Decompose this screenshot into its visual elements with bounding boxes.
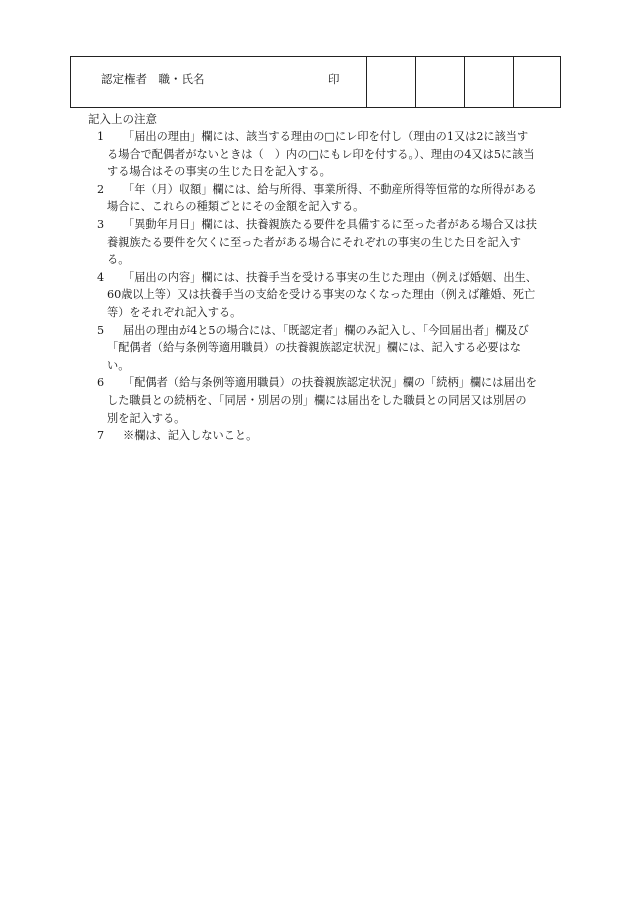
note-item xyxy=(97,269,537,322)
approver-table xyxy=(70,56,561,108)
notes-heading: 記入上の注意 xyxy=(88,112,157,126)
note-text: 「配偶者（給与条例等適用職員）の扶養親族認定状況」欄の「続柄」欄には届出をした職員との続柄を、「同居・別居の別」欄には届出をした職員との同居又は別居の別を記入する。 xyxy=(107,376,537,425)
note-number: 6 xyxy=(97,376,105,390)
stamp-cell xyxy=(367,57,416,107)
note-number: 2 xyxy=(97,182,105,196)
note-number: 5 xyxy=(97,323,105,337)
note-text: 「異動年月日」欄には、扶養親族たる要件を具備するに至った者がある場合又は扶養親族たる要件を欠くに至った者がある場合にそれぞれの事実の生じた日を記入する。 xyxy=(107,217,537,267)
note-item xyxy=(97,181,537,216)
note-number: 4 xyxy=(97,270,105,284)
approver-name-cell xyxy=(71,57,367,107)
note-item xyxy=(97,216,537,269)
note-text: ※欄は、記入しないこと。 xyxy=(123,429,258,443)
note-number: 3 xyxy=(97,217,105,231)
note-text: 「年（月）収額」欄には、給与所得、事業所得、不動産所得等恒常的な所得がある場合に、これらの種類ごとにその金額を記入する。 xyxy=(107,182,537,214)
note-item xyxy=(97,128,537,181)
notes-list xyxy=(97,128,537,445)
note-text: 「届出の理由」欄には、該当する理由の□にレ印を付し（理由の1又は2に該当する場合で配偶者がないときは（ ）内の□にもレ印を付する。）、理由の4又は5に該当する場合はその事実の生じた日を記入する。 xyxy=(107,130,535,179)
note-text: 届出の理由が4と5の場合には、「既認定者」欄のみ記入し、「今回届出者」欄及び「配偶者（給与条例等適用職員）の扶養親族認定状況」欄には、記入する必要はない。 xyxy=(107,323,529,372)
note-number: 7 xyxy=(97,429,105,443)
approver-label: 認定権者 職・氏名 xyxy=(101,72,205,86)
note-item xyxy=(97,427,537,445)
note-item xyxy=(97,374,537,427)
note-number: 1 xyxy=(97,130,105,143)
note-text: 「届出の内容」欄には、扶養手当を受ける事実の生じた理由（例えば婚姻、出生、60歳以上等）又は扶養手当の支給を受ける事実のなくなった理由（例えば離婚、死亡等）をそれぞれ記入する。 xyxy=(107,270,537,319)
seal-mark: 印 xyxy=(328,72,340,86)
note-item xyxy=(97,322,537,375)
stamp-cell xyxy=(465,57,514,107)
stamp-cell xyxy=(514,57,560,107)
stamp-cell xyxy=(416,57,465,107)
